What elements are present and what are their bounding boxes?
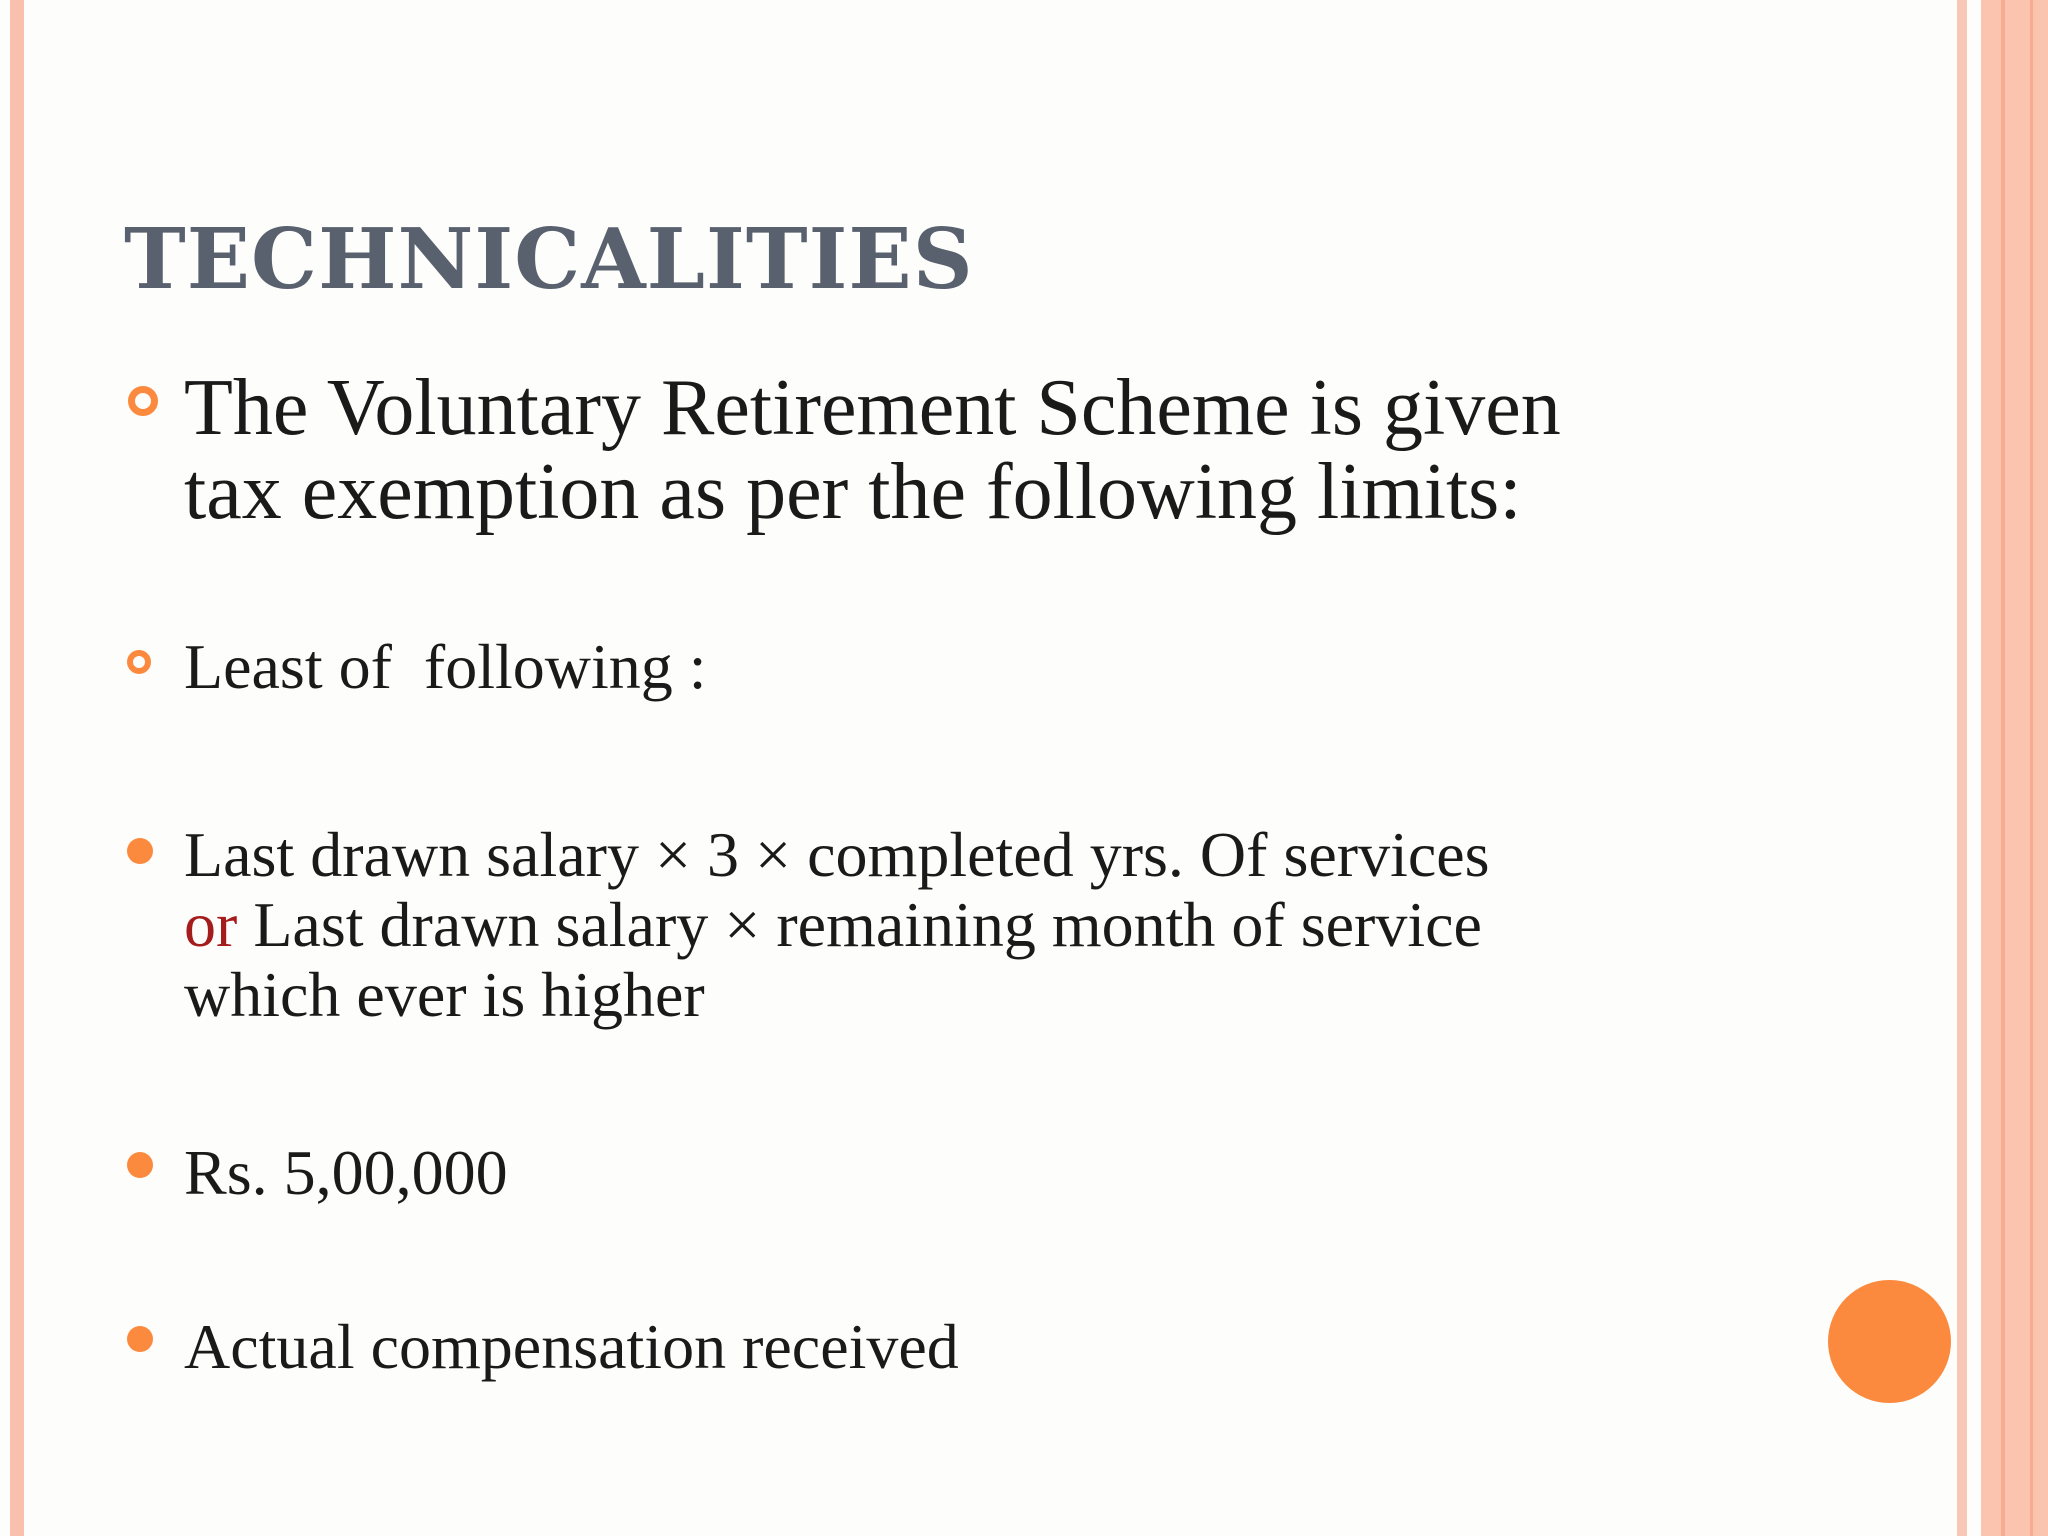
bullet-text: Actual compensation received	[184, 1311, 959, 1382]
orange-circle-decoration	[1828, 1280, 1951, 1403]
slide-title: TECHNICALITIES	[124, 210, 974, 308]
dot-bullet-icon	[127, 1152, 153, 1178]
bullet-text: Least of following :	[184, 631, 707, 702]
bullet-text-fragment: Last drawn salary × remaining month of service	[237, 889, 1482, 960]
right-border-gap	[1967, 0, 1981, 1536]
bullet-item	[184, 1136, 1184, 1210]
left-border-stripe	[10, 0, 24, 1536]
bullet-item	[184, 630, 1744, 704]
or-highlight: or	[184, 889, 238, 960]
bullet-text-line: which ever is higher	[184, 959, 705, 1030]
bullet-text-line: The Voluntary Retirement Scheme is given	[184, 364, 1561, 452]
bullet-text-line: tax exemption as per the following limits:	[184, 448, 1522, 536]
right-border-band	[1981, 0, 2048, 1536]
right-border-stripe	[1957, 0, 1967, 1536]
right-border-line	[2030, 0, 2033, 1536]
bullet-item	[184, 1310, 1484, 1384]
bullet-item	[184, 366, 1744, 534]
bullet-item	[184, 820, 1744, 1030]
bullet-text-line	[184, 890, 1744, 960]
bullet-text: Rs. 5,00,000	[184, 1137, 508, 1208]
bullet-text-line: Last drawn salary × 3 × completed yrs. Of services	[184, 819, 1490, 890]
dot-bullet-icon	[127, 838, 153, 864]
dot-bullet-icon	[127, 1326, 153, 1352]
ring-bullet-icon	[128, 386, 158, 416]
ring-bullet-icon	[127, 650, 151, 674]
right-border-line	[2001, 0, 2005, 1536]
